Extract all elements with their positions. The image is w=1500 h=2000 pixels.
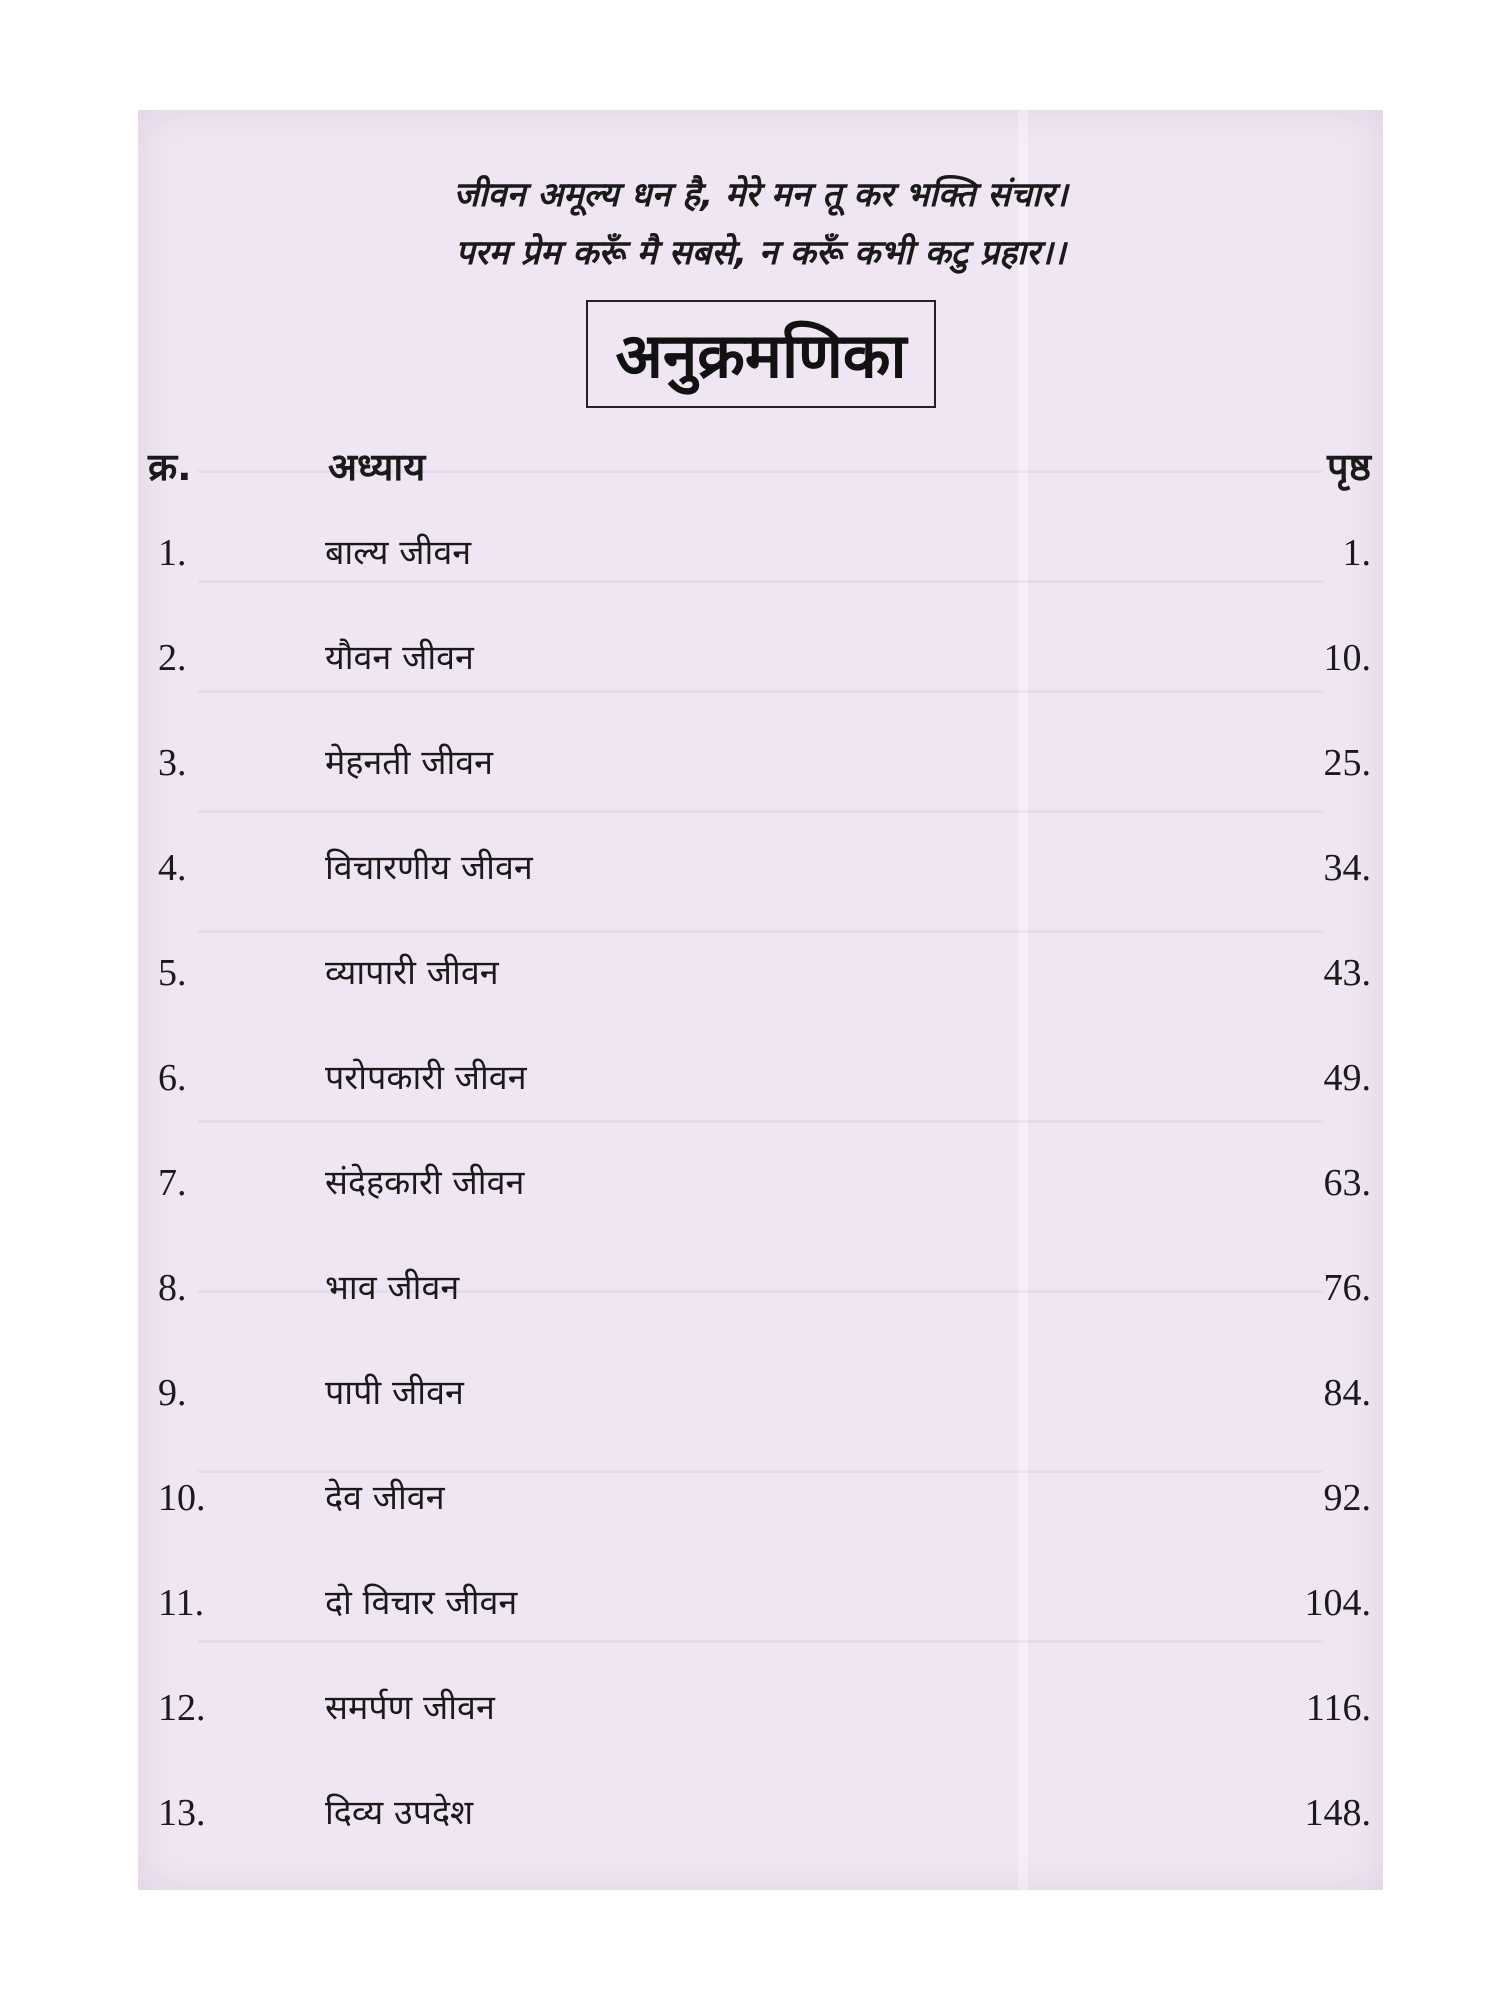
entry-number: 4. <box>158 847 187 889</box>
toc-row <box>138 1468 1383 1528</box>
page-title: अनुक्रमणिका <box>615 319 907 392</box>
page-header: पृष्ठ <box>1327 445 1371 489</box>
entry-number: 1. <box>158 532 187 574</box>
toc-row <box>138 838 1383 898</box>
bleed-line <box>198 810 1323 813</box>
entry-number: 5. <box>158 952 187 994</box>
entry-page: 25. <box>1323 742 1371 784</box>
toc-row <box>138 523 1383 583</box>
entry-number: 9. <box>158 1372 187 1414</box>
entry-page: 116. <box>1305 1687 1371 1729</box>
entry-chapter: समर्पण जीवन <box>325 1688 495 1728</box>
entry-page: 34. <box>1323 847 1371 889</box>
toc-row <box>138 1048 1383 1108</box>
entry-page: 1. <box>1342 532 1371 574</box>
toc-row <box>138 1678 1383 1738</box>
entry-page: 148. <box>1304 1792 1371 1834</box>
toc-row <box>138 733 1383 793</box>
entry-chapter: संदेहकारी जीवन <box>325 1163 525 1203</box>
entry-chapter: देव जीवन <box>325 1478 445 1518</box>
entry-page: 63. <box>1323 1162 1371 1204</box>
toc-row <box>138 1258 1383 1318</box>
entry-number: 10. <box>158 1477 206 1519</box>
entry-number: 11. <box>158 1582 205 1624</box>
entry-page: 43. <box>1323 952 1371 994</box>
toc-row <box>138 1363 1383 1423</box>
entry-number: 13. <box>158 1792 206 1834</box>
entry-chapter: व्यापारी जीवन <box>325 953 499 993</box>
entry-chapter: दिव्य उपदेश <box>325 1793 474 1833</box>
entry-page: 92. <box>1323 1477 1371 1519</box>
toc-row <box>138 1573 1383 1633</box>
verse-line-1: जीवन अमूल्य धन है, मेरे मन तू कर भक्ति संचार। <box>453 175 1068 215</box>
entry-chapter: यौवन जीवन <box>325 638 474 678</box>
page-sheet <box>138 110 1383 1890</box>
entry-page: 10. <box>1323 637 1371 679</box>
entry-number: 7. <box>158 1162 187 1204</box>
entry-page: 49. <box>1323 1057 1371 1099</box>
entry-chapter: पापी जीवन <box>325 1373 464 1413</box>
entry-number: 3. <box>158 742 187 784</box>
bleed-line <box>198 1120 1323 1123</box>
toc-row <box>138 1783 1383 1843</box>
entry-chapter: मेहनती जीवन <box>325 743 494 783</box>
entry-chapter: दो विचार जीवन <box>325 1583 518 1623</box>
chapter-header: अध्याय <box>328 445 426 489</box>
entry-chapter: बाल्य जीवन <box>325 533 472 573</box>
entry-chapter: भाव जीवन <box>325 1268 460 1308</box>
entry-number: 2. <box>158 637 187 679</box>
toc-row <box>138 1153 1383 1213</box>
entry-number: 6. <box>158 1057 187 1099</box>
bleed-line <box>198 690 1323 693</box>
bleed-line <box>198 930 1323 933</box>
toc-row <box>138 628 1383 688</box>
verse-line-2: परम प्रेम करूँ मै सबसे, न करूँ कभी कटु प्रहार।। <box>455 233 1066 273</box>
serial-header: क्र. <box>148 445 192 489</box>
entry-chapter: विचारणीय जीवन <box>325 848 533 888</box>
toc-row <box>138 943 1383 1003</box>
bleed-line <box>198 1640 1323 1643</box>
entry-page: 76. <box>1323 1267 1371 1309</box>
entry-page: 84. <box>1323 1372 1371 1414</box>
entry-number: 8. <box>158 1267 187 1309</box>
entry-page: 104. <box>1304 1582 1371 1624</box>
title-box <box>586 300 936 408</box>
entry-number: 12. <box>158 1687 206 1729</box>
entry-chapter: परोपकारी जीवन <box>325 1058 527 1098</box>
